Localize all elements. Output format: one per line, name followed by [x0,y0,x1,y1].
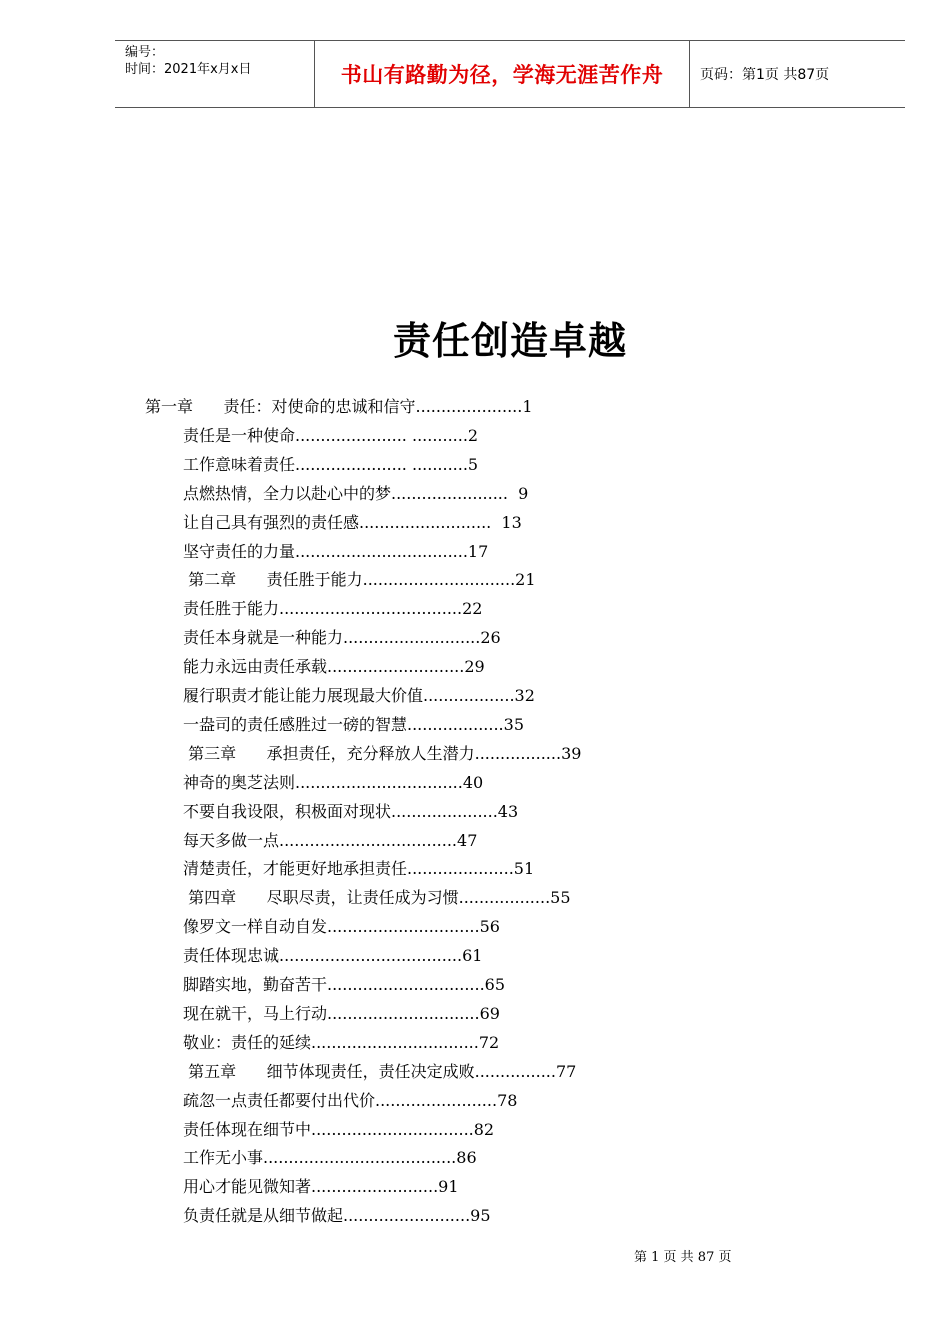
time-label: 时间：2021年x月x日 [125,62,252,77]
toc-section-entry: 让自己具有强烈的责任感.......................... 13 [183,512,522,532]
toc-chapter-entry: 第四章 尽职尽责，让责任成为习惯..................55 [183,888,571,908]
toc-chapter-entry: 第三章 承担责任，充分释放人生潜力.................39 [183,743,582,763]
toc-section-entry: 一盎司的责任感胜过一磅的智慧...................35 [183,714,524,734]
toc-section-entry: 能力永远由责任承载...........................29 [183,657,485,677]
toc-section-entry: 像罗文一样自动自发..............................56 [183,917,500,937]
toc-section-entry: 坚守责任的力量..................................17 [183,541,489,561]
header-page-info: 页码：第1页 共87页 [700,67,830,83]
page-header [115,40,905,108]
toc-chapter-entry: 第一章 责任：对使命的忠诚和信守.....................1 [145,397,533,416]
serial-number-label: 编号： [125,45,165,60]
toc-section-entry: 每天多做一点...................................47 [183,830,478,850]
toc-section-entry: 疏忽一点责任都要付出代价........................78 [183,1090,518,1110]
toc-section-entry: 责任胜于能力....................................22 [183,599,483,619]
toc-section-entry: 现在就干，马上行动..............................69 [183,1003,500,1023]
toc-section-entry: 责任体现在细节中................................82 [183,1119,495,1139]
page-footer: 第 1 页 共 87 页 [634,1250,732,1265]
toc-section-entry: 用心才能见微知著.........................91 [183,1177,459,1197]
toc-section-entry: 负责任就是从细节做起.........................95 [183,1206,491,1226]
header-motto: 书山有路勤为径，学海无涯苦作舟 [315,41,690,107]
toc-section-entry: 不要自我设限，积极面对现状.....................43 [183,801,519,821]
toc-section-entry: 责任体现忠诚....................................61 [183,946,483,966]
toc-section-entry: 敬业：责任的延续.................................72 [183,1032,500,1052]
toc-section-entry: 责任本身就是一种能力...........................26 [183,628,501,648]
toc-section-entry: 脚踏实地，勤奋苦干...............................65 [183,975,506,994]
toc-section-entry: 履行职责才能让能力展现最大价值..................32 [183,686,535,705]
toc-section-entry: 工作意味着责任...................... ...........5 [183,454,479,474]
toc-section-entry: 神奇的奥芝法则.................................40 [183,772,484,792]
toc-section-entry: 责任是一种使命...................... ...........2 [183,425,479,445]
toc-chapter-entry: 第二章 责任胜于能力..............................21 [183,570,536,590]
document-title: 责任创造卓越 [392,319,627,363]
toc-section-entry: 工作无小事......................................86 [183,1148,477,1168]
toc-chapter-entry: 第五章 细节体现责任，责任决定成败................77 [183,1061,577,1081]
toc-section-entry: 清楚责任，才能更好地承担责任.....................51 [183,859,535,879]
toc-section-entry: 点燃热情，全力以赴心中的梦....................... 9 [183,483,529,503]
header-meta [115,41,315,107]
